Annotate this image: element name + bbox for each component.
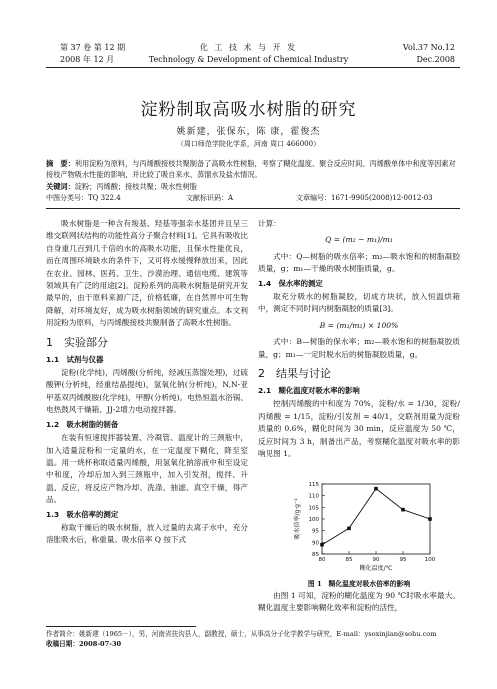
after-figure-text: 由图 1 可知，淀粉的糊化温度为 90 ℃时吸水率最大。糊化温度主要影响糊化效率和淀粉的活性， xyxy=(258,591,460,613)
x-tick-label: 80 xyxy=(318,557,326,563)
section-1-1-heading: 1.1 试剂与仪器 xyxy=(46,354,104,364)
x-tick-label: 90 xyxy=(372,557,380,563)
issue-date: 2008 年 12 月 xyxy=(60,55,115,64)
abstract xyxy=(46,158,460,180)
y-axis-label: 吸水倍率/g·g⁻¹ xyxy=(294,498,301,540)
y-tick-label: 90 xyxy=(312,540,319,547)
x-tick-label: 95 xyxy=(399,557,407,563)
volume-issue: 第 37 卷 第 12 期 xyxy=(60,43,126,52)
data-point xyxy=(428,517,432,521)
y-tick-label: 105 xyxy=(308,505,319,512)
section-1-2-heading: 1.2 吸水树脂的制备 xyxy=(46,419,119,429)
abstract-text: 利用淀粉为原料，与丙烯酸接枝共聚制备了高吸水性树脂，考察了糊化温度、聚合反应时间、丙烯酸单体中和度等因素对接枝产物吸水性能的影响，并比较了吸自来水、蒸馏水及盐水情况。 xyxy=(46,159,456,179)
keywords-line xyxy=(46,181,460,192)
formula-q: Q = (m₂ − m₁)/m₁ xyxy=(325,235,393,245)
section-1-heading: 1 实验部分 xyxy=(46,335,108,349)
plot-frame xyxy=(322,484,430,554)
section-2-1-heading: 2.1 糊化温度对吸水率的影响 xyxy=(258,386,360,396)
x-tick-label: 100 xyxy=(424,557,436,563)
document-code: 文献标识码：A xyxy=(186,194,234,202)
abstract-label: 摘 要： xyxy=(46,159,75,168)
y-tick-label: 85 xyxy=(312,552,319,558)
after-figure-block xyxy=(258,590,460,615)
affiliation: （周口师范学院化学系，河南 周口 466000） xyxy=(176,140,321,148)
left-column xyxy=(46,218,248,547)
author-info: 作者简介：姚新建（1965－），男，河南省扶沟县人，副教授，硕士，从事高分子化学教学与研究，E-mail：ysoxinjian@sohu.com xyxy=(46,630,437,638)
authors: 姚新建，张保东，陈 康，霍俊杰 xyxy=(176,127,321,137)
journal-title-cn: 化 工 技 术 与 开 发 xyxy=(199,43,298,52)
intro-paragraph: 吸水树脂是一种含有羧基、羟基等强亲水基团并且呈三维交联网状结构的功能性高分子聚合材料[1]。它具有吸收比自身重几百到几千倍的水的高吸水功能，且保水性能优良，而在周围环境缺水的条件下，又可将水缓慢释放出来，因此在农业、园林、医药、卫生、沙漠治理、通信电缆、建筑等领域具有广泛的用途[2]。淀粉系列的高吸水树脂是研究开发最早的，由于原料来源广泛，价格低廉，在自然界中可生物降解，对环境友好，成为吸水树脂领域的研究重点。本文利用淀粉为原料，与丙烯酸接枝共聚制备了高吸水性树脂。 xyxy=(46,219,248,328)
x-tick-label: 85 xyxy=(345,557,353,563)
x-axis-label: 糊化温度/℃ xyxy=(359,565,393,572)
section-1-3-text: 称取干燥后的吸水树脂，放入过量的去离子水中，充分溶胀吸水后，称重量。吸水倍率 Q 按下式 xyxy=(46,522,248,545)
figure-1-caption: 图 1 糊化温度对吸水倍率的影响 xyxy=(307,580,411,588)
data-line xyxy=(322,489,430,545)
footnote-rule xyxy=(46,626,196,627)
formula-b: B = (m₁/m₂) × 100% xyxy=(319,320,399,330)
figure-1-chart xyxy=(290,478,440,576)
data-point xyxy=(320,543,324,547)
article-number: 文章编号：1671-9905(2008)12-0012-03 xyxy=(296,194,433,202)
section-1-3-heading: 1.3 吸水倍率的测定 xyxy=(46,509,119,519)
calc-label: 计算： xyxy=(258,219,281,228)
journal-title-en: Technology & Development of Chemical Industry xyxy=(148,55,349,64)
y-tick-label: 100 xyxy=(308,517,319,523)
data-point xyxy=(401,508,405,512)
volume-issue-en: Vol.37 No.12 xyxy=(402,43,455,52)
keywords: 淀粉；丙烯酸；接枝共聚；吸水性树脂 xyxy=(74,182,197,191)
right-column xyxy=(258,218,460,461)
issue-date-en: Dec.2008 xyxy=(416,55,455,64)
header-rule xyxy=(46,67,460,68)
section-2-1-text: 控制丙烯酸的中和度为 70%，淀粉/水 = 1/30，淀粉/丙烯酸 = 1/15，淀粉/引发剂 = 40/1，交联剂用量为淀粉质量的 0.6%，糊化时间为 30 min，反应温度为 50 ℃，反应时间为 3 h，制备出产品，考察糊化温度对吸水率的影响见图 1。 xyxy=(258,399,460,459)
section-1-2-text: 在装有恒速搅拌器装置、冷凝管、温度计的三颈瓶中，加入适量淀粉和一定量的水，在一定温度下糊化，降至室温。用一烧杯称取适量丙烯酸，用氢氧化钠溶液中和至设定中和度，冷却后加入到三颈瓶中，加入引发剂，搅拌、升温、反应，将反应产物冷却、洗涤、抽滤、真空干燥，得产品。 xyxy=(46,433,248,505)
section-1-4-heading: 1.4 保水率的测定 xyxy=(258,278,323,288)
section-1-4-text: 取充分吸水的树脂凝胶，切成方块状，放入恒温烘箱中，测定不同时间内树脂凝胶的质量[3]。 xyxy=(258,292,460,314)
clc-number: 中图分类号：TQ 322.4 xyxy=(46,194,121,202)
formula-b-note: 式中：B—树脂的保水率；m₂—吸水饱和的树脂凝胶质量，g；m₁—一定时脱水后的树脂凝胶质量，g。 xyxy=(258,337,460,359)
data-point xyxy=(347,527,351,531)
y-tick-label: 115 xyxy=(308,482,319,488)
received-date: 收稿日期：2008-07-30 xyxy=(46,640,122,648)
formula-q-note: 式中：Q—树脂的吸水倍率；m₂—吸水饱和的树脂凝胶质量，g；m₁—干燥的吸水树脂质量，g。 xyxy=(258,251,460,274)
section-1-1-text: 淀粉(化学纯)，丙烯酸(分析纯，经减压蒸馏处理)，过硫酸钾(分析纯，经重结晶提纯)，氢氧化钠(分析纯)，N,N-亚甲基双丙烯酰胺(化学纯)，甲醇(分析纯)。电热恒温水浴锅、电热鼓风干燥箱、JJ-2增力电动搅拌器。 xyxy=(46,368,248,415)
article-title: 淀粉制取高吸水树脂的研究 xyxy=(140,100,357,120)
y-tick-label: 95 xyxy=(312,528,319,535)
y-tick-label: 110 xyxy=(308,493,319,500)
section-2-heading: 2 结果与讨论 xyxy=(258,367,331,381)
keywords-label: 关键词： xyxy=(46,182,75,191)
data-point xyxy=(374,487,378,491)
abstract-rule xyxy=(46,208,460,209)
